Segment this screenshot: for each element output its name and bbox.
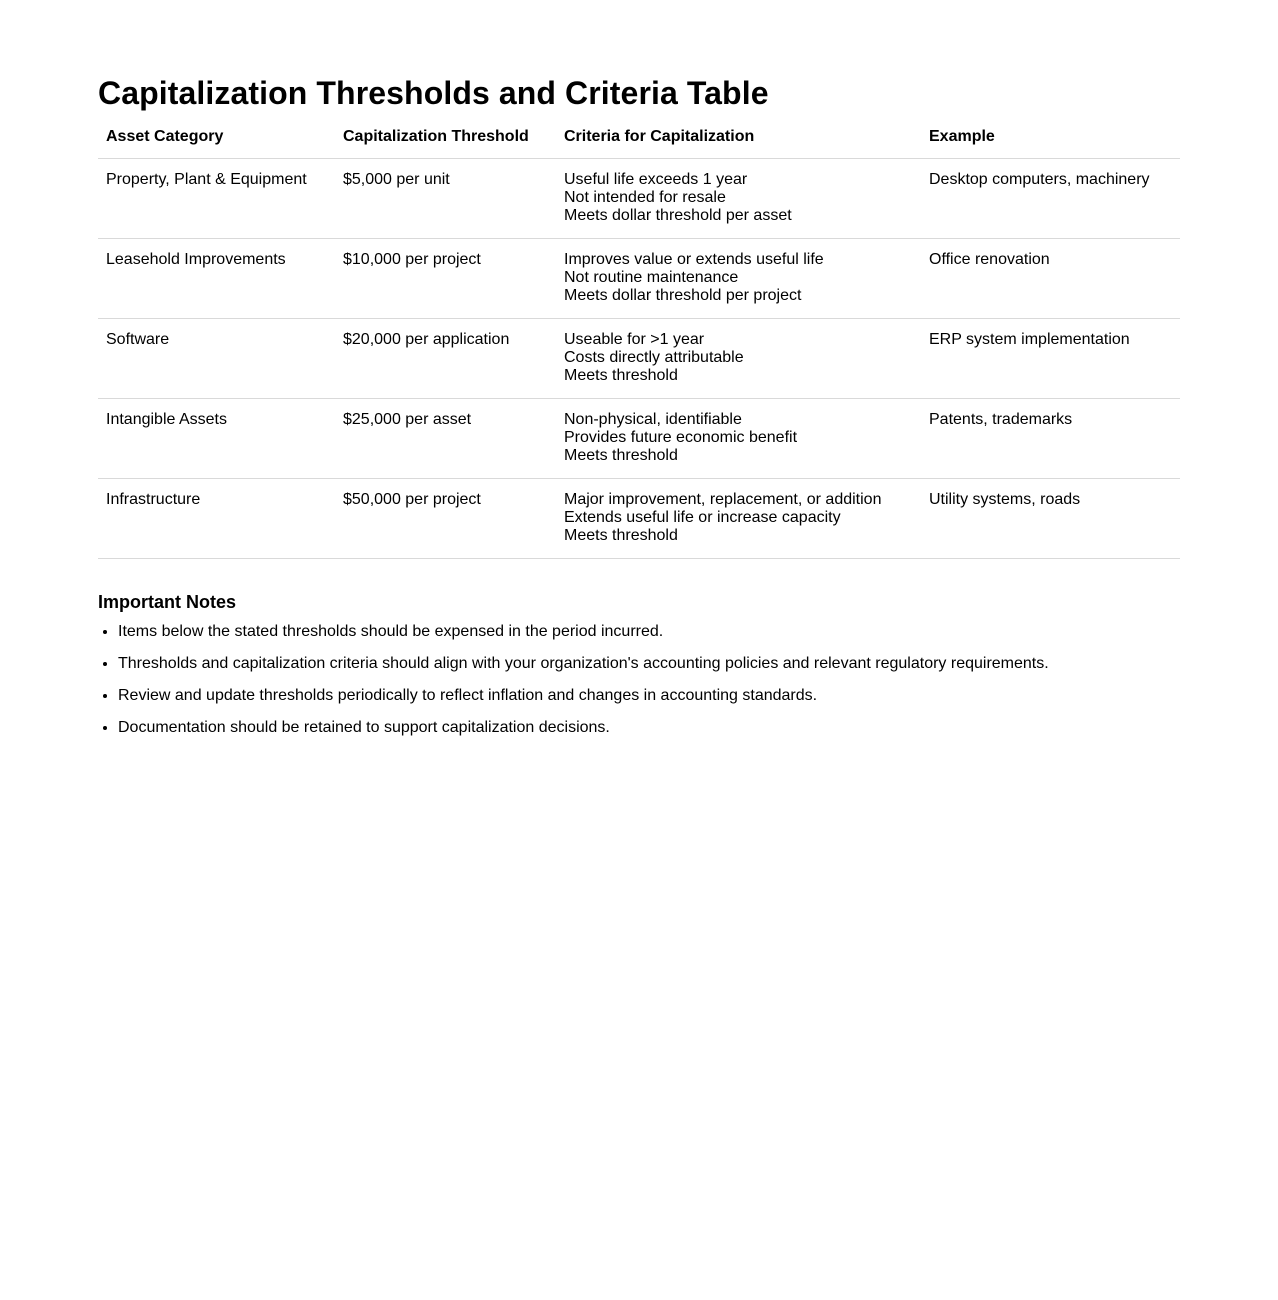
cell-criteria xyxy=(556,399,921,479)
cell-category: Leasehold Improvements xyxy=(98,239,335,319)
notes-heading: Important Notes xyxy=(98,592,237,612)
list-item: • Items below the stated thresholds should be expensed in the period incurred. xyxy=(118,623,1180,641)
header-capitalization-threshold: Capitalization Threshold xyxy=(335,122,556,159)
table-header-row xyxy=(98,122,1180,159)
table-row xyxy=(98,319,1180,399)
criteria-line: Major improvement, replacement, or addition xyxy=(564,491,882,508)
list-item: • Thresholds and capitalization criteria should align with your organization's accounting policies and relevant regulatory requirements. xyxy=(118,655,1180,673)
list-item: • Review and update thresholds periodically to reflect inflation and changes in accounting standards. xyxy=(118,687,1180,705)
criteria-line: Non-physical, identifiable xyxy=(564,411,742,428)
header-criteria: Criteria for Capitalization xyxy=(556,122,921,159)
cell-threshold: $20,000 per application xyxy=(335,319,556,399)
cell-category: Infrastructure xyxy=(98,479,335,559)
criteria-line: Provides future economic benefit xyxy=(564,429,798,446)
criteria-line: Useful life exceeds 1 year xyxy=(564,171,748,188)
cell-example: Office renovation xyxy=(921,239,1180,319)
criteria-line: Costs directly attributable xyxy=(564,349,744,366)
cell-threshold: $10,000 per project xyxy=(335,239,556,319)
cell-criteria xyxy=(556,319,921,399)
cell-example: Utility systems, roads xyxy=(921,479,1180,559)
criteria-line: Meets dollar threshold per asset xyxy=(564,207,792,224)
cell-category: Software xyxy=(98,319,335,399)
cell-threshold: $5,000 per unit xyxy=(335,159,556,239)
page-title: Capitalization Thresholds and Criteria Table xyxy=(98,75,769,111)
criteria-line: Useable for >1 year xyxy=(564,331,705,348)
header-asset-category: Asset Category xyxy=(98,122,335,159)
cell-threshold: $25,000 per asset xyxy=(335,399,556,479)
cell-category: Intangible Assets xyxy=(98,399,335,479)
notes-list xyxy=(98,623,1180,737)
cell-criteria xyxy=(556,159,921,239)
capitalization-table xyxy=(98,122,1180,559)
criteria-line: Meets dollar threshold per project xyxy=(564,287,802,304)
header-example: Example xyxy=(921,122,1180,159)
table-row xyxy=(98,399,1180,479)
criteria-line: Extends useful life or increase capacity xyxy=(564,509,841,526)
cell-threshold: $50,000 per project xyxy=(335,479,556,559)
cell-criteria xyxy=(556,239,921,319)
cell-criteria xyxy=(556,479,921,559)
criteria-line: Improves value or extends useful life xyxy=(564,251,824,268)
list-item: • Documentation should be retained to support capitalization decisions. xyxy=(118,719,1180,737)
cell-category: Property, Plant & Equipment xyxy=(98,159,335,239)
table-row xyxy=(98,479,1180,559)
cell-example: Patents, trademarks xyxy=(921,399,1180,479)
table-row xyxy=(98,159,1180,239)
criteria-line: Not intended for resale xyxy=(564,189,726,206)
criteria-line: Meets threshold xyxy=(564,527,678,544)
criteria-line: Meets threshold xyxy=(564,367,678,384)
criteria-line: Meets threshold xyxy=(564,447,678,464)
cell-example: ERP system implementation xyxy=(921,319,1180,399)
criteria-line: Not routine maintenance xyxy=(564,269,739,286)
cell-example: Desktop computers, machinery xyxy=(921,159,1180,239)
document-page xyxy=(98,0,1180,751)
table-row xyxy=(98,239,1180,319)
